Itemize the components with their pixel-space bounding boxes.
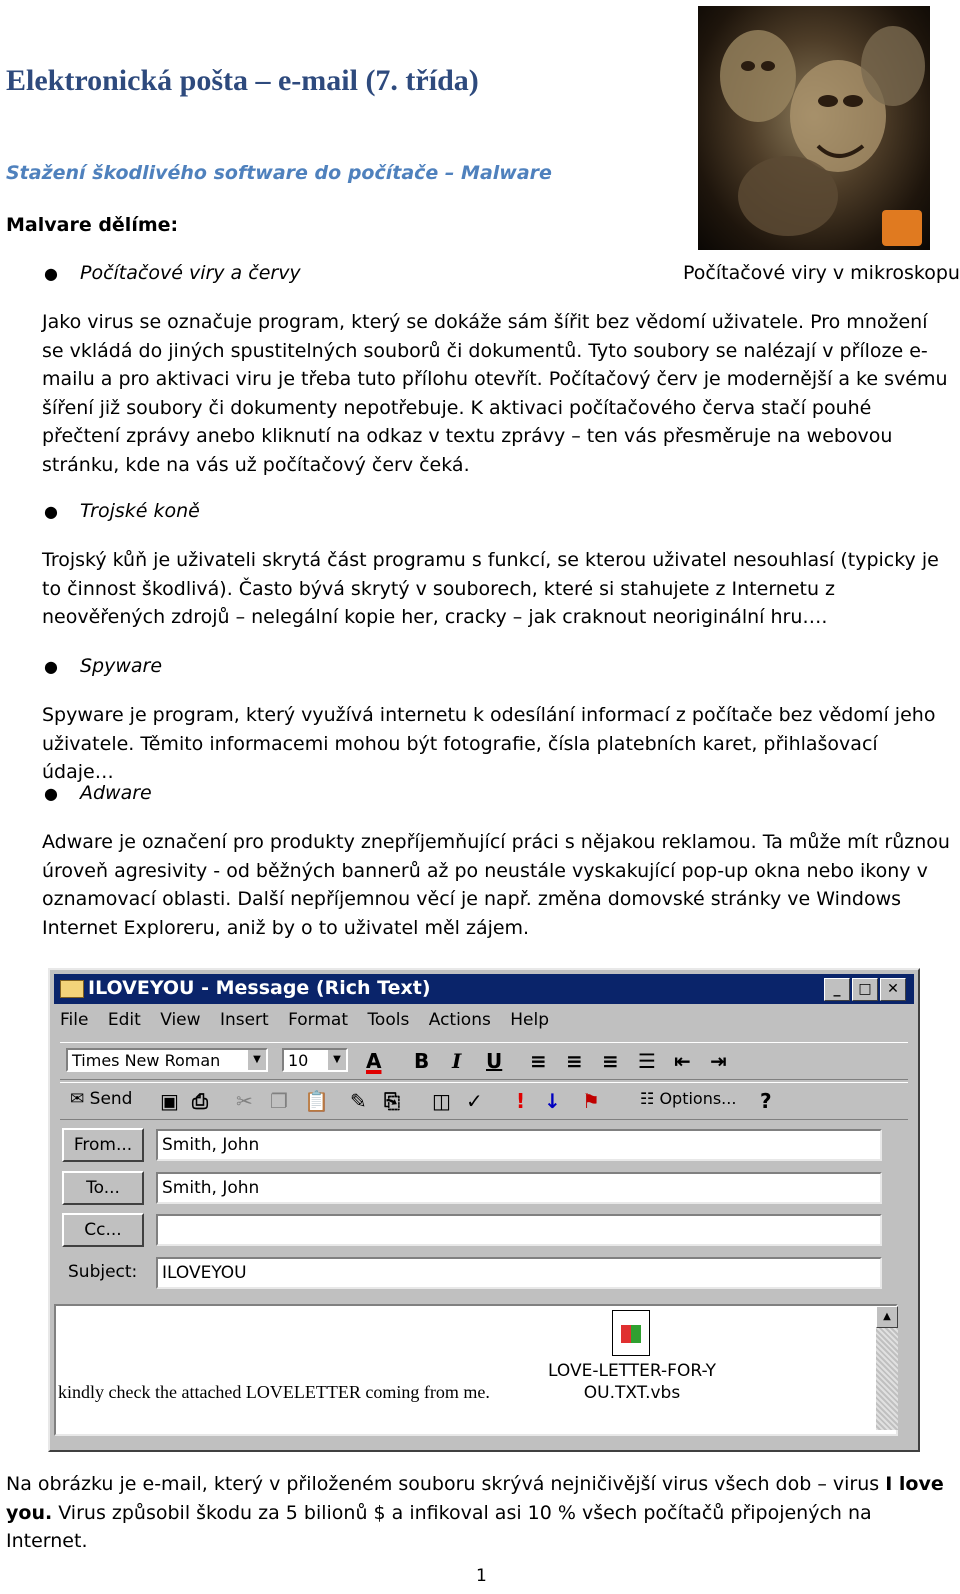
font-size-select[interactable] <box>282 1048 348 1072</box>
menu-edit[interactable]: Edit <box>107 1010 141 1030</box>
print-icon[interactable]: ⎙ <box>192 1089 208 1113</box>
align-right-icon[interactable]: ≡ <box>602 1049 619 1073</box>
bullet-dot: ● <box>44 657 58 676</box>
font-size-value: 10 <box>288 1051 309 1070</box>
cc-field[interactable] <box>156 1214 882 1246</box>
from-button[interactable]: From... <box>62 1128 144 1162</box>
footer-paragraph <box>6 1470 952 1556</box>
bullet-viruses <box>44 262 301 284</box>
bullet-label: Spyware <box>80 655 163 677</box>
from-field[interactable]: Smith, John <box>156 1129 882 1161</box>
intro-heading: Malvare dělíme: <box>6 214 179 236</box>
virus-photo-art <box>698 6 930 250</box>
importance-high-icon[interactable]: ! <box>516 1089 526 1113</box>
bullet-dot: ● <box>44 502 58 521</box>
menu-actions[interactable]: Actions <box>428 1010 491 1030</box>
check-names-icon[interactable]: ✓ <box>466 1089 483 1113</box>
font-name-select[interactable] <box>66 1048 268 1072</box>
attachment-icon[interactable]: ⎘ <box>384 1089 400 1113</box>
formatting-toolbar <box>60 1042 908 1080</box>
bullet-label: Počítačové viry a červy <box>80 262 301 284</box>
menu-bar <box>60 1010 563 1038</box>
align-left-icon[interactable]: ≡ <box>530 1049 547 1073</box>
window-titlebar <box>54 974 914 1004</box>
vertical-scrollbar[interactable] <box>876 1306 898 1430</box>
bullets-icon[interactable]: ☰ <box>638 1049 656 1073</box>
subject-label: Subject: <box>68 1262 138 1282</box>
cc-button[interactable]: Cc... <box>62 1213 144 1247</box>
bullet-label: Adware <box>80 782 152 804</box>
attachment-filename[interactable] <box>542 1360 722 1404</box>
decrease-indent-icon[interactable]: ⇤ <box>674 1049 691 1073</box>
save-icon[interactable]: ▣ <box>160 1089 179 1113</box>
attachment-line-2: OU.TXT.vbs <box>583 1383 681 1403</box>
window-title: ILOVEYOU - Message (Rich Text) <box>88 977 431 999</box>
virus-photo <box>698 6 930 250</box>
standard-toolbar <box>60 1082 908 1120</box>
paragraph-adware: Adware je označení pro produkty znepříjemňující práci s nějakou reklamou. Ta může mít různou úroveň agresivity - od běžných bannerů až po neustále vyskakující pop-up okna nebo ikony v oznamovací oblasti. Další nepříjemnou věcí je např. změna domovské stránky ve Windows Internet Exploreru, aniž by o to uživatel měl zájem. <box>42 831 950 939</box>
subject-field[interactable]: ILOVEYOU <box>156 1257 882 1289</box>
footer-text-1: Na obrázku je e-mail, který v přiloženém souboru skrývá nejničivější virus všech dob – virus <box>6 1473 886 1495</box>
increase-indent-icon[interactable]: ⇥ <box>710 1049 727 1073</box>
to-button[interactable]: To... <box>62 1171 144 1205</box>
bullet-dot: ● <box>44 784 58 803</box>
message-body-text: kindly check the attached LOVELETTER coming from me. <box>58 1382 490 1402</box>
menu-tools[interactable]: Tools <box>367 1010 410 1030</box>
copy-icon[interactable]: ❐ <box>270 1089 288 1113</box>
outlook-message-window <box>48 968 920 1452</box>
cut-icon[interactable]: ✂ <box>236 1089 253 1113</box>
bullet-spyware <box>44 655 163 677</box>
maximize-icon[interactable]: □ <box>852 978 878 1001</box>
menu-insert[interactable]: Insert <box>219 1010 269 1030</box>
chevron-down-icon: ▼ <box>248 1050 266 1070</box>
message-body[interactable] <box>54 1304 898 1436</box>
send-button[interactable]: ✉ Send <box>70 1089 133 1109</box>
bold-icon[interactable]: B <box>414 1049 430 1073</box>
bullet-dot: ● <box>44 264 58 283</box>
font-color-icon[interactable]: A <box>366 1049 382 1073</box>
close-icon[interactable]: ✕ <box>880 978 906 1001</box>
paragraph-trojans: Trojský kůň je uživateli skrytá část programu s funkcí, se kterou uživatel nesouhlasí (typicky je to činnost škodlivá). Často bývá skrytý v souborech, které si stahujete z Internetu z neověřených zdrojů – nelegální kopie her, cracky – jak craknout neoriginální hru…. <box>42 549 939 628</box>
photo-caption: Počítačové viry v mikroskopu <box>683 262 960 284</box>
page-number: 1 <box>476 1566 487 1586</box>
section-subtitle: Stažení škodlivého software do počítače – Malware <box>6 162 552 184</box>
paste-icon[interactable]: 📋 <box>304 1089 329 1113</box>
underline-icon[interactable]: U <box>486 1049 503 1073</box>
help-icon[interactable]: ? <box>760 1089 772 1113</box>
attachment-line-1: LOVE-LETTER-FOR-Y <box>548 1361 716 1381</box>
insert-file-icon[interactable]: ✎ <box>350 1089 367 1113</box>
bullet-label: Trojské koně <box>80 500 200 522</box>
italic-icon[interactable]: I <box>452 1049 462 1073</box>
font-name-value: Times New Roman <box>72 1051 221 1070</box>
importance-low-icon[interactable]: ↓ <box>544 1089 561 1113</box>
align-center-icon[interactable]: ≡ <box>566 1049 583 1073</box>
footer-virus-name: I love you. <box>6 1473 944 1524</box>
to-field[interactable]: Smith, John <box>156 1172 882 1204</box>
chevron-down-icon: ▼ <box>328 1050 346 1070</box>
minimize-icon[interactable]: _ <box>824 978 850 1001</box>
footer-text-2: Virus způsobil škodu za 5 bilionů $ a infikoval asi 10 % všech počítačů připojených na Internet. <box>6 1501 872 1552</box>
menu-view[interactable]: View <box>160 1010 201 1030</box>
send-label: Send <box>89 1089 133 1109</box>
envelope-icon <box>60 980 84 998</box>
bullet-adware <box>44 782 152 804</box>
options-button[interactable]: ☷ Options... <box>640 1089 737 1108</box>
options-label: Options... <box>659 1089 737 1108</box>
menu-file[interactable]: File <box>60 1010 89 1030</box>
bullet-trojans <box>44 500 200 522</box>
page-title: Elektronická pošta – e-mail (7. třída) <box>6 64 479 97</box>
vbs-script-icon[interactable] <box>612 1310 650 1356</box>
menu-help[interactable]: Help <box>510 1010 550 1030</box>
paragraph-viruses: Jako virus se označuje program, který se dokáže sám šířit bez vědomí uživatele. Pro množení se vkládá do jiných spustitelných souborů či dokumentů. Tyto soubory se nalézají v příloze e-mailu a pro aktivaci viru je třeba tuto přílohu otevřít. Počítačový červ je modernější a ke svému šíření již soubory či dokumenty nepotřebuje. K aktivaci počítačového červa stačí pouhé přečtení zprávy anebo kliknutí na odkaz v textu zprávy – ten vás přesměruje na webovou stránku, kde na vás už počítačový červ čeká. <box>42 311 948 476</box>
menu-format[interactable]: Format <box>288 1010 349 1030</box>
flag-icon[interactable]: ⚑ <box>582 1089 600 1113</box>
scroll-up-icon[interactable]: ▲ <box>876 1306 898 1328</box>
paragraph-spyware: Spyware je program, který využívá internetu k odesílání informací z počítače bez vědomí jeho uživatele. Těmito informacemi mohou být fotografie, čísla platebních karet, přihlašovací údaje… <box>42 704 936 783</box>
windows-flag-icon <box>621 1325 641 1343</box>
address-book-icon[interactable]: ◫ <box>432 1089 451 1113</box>
